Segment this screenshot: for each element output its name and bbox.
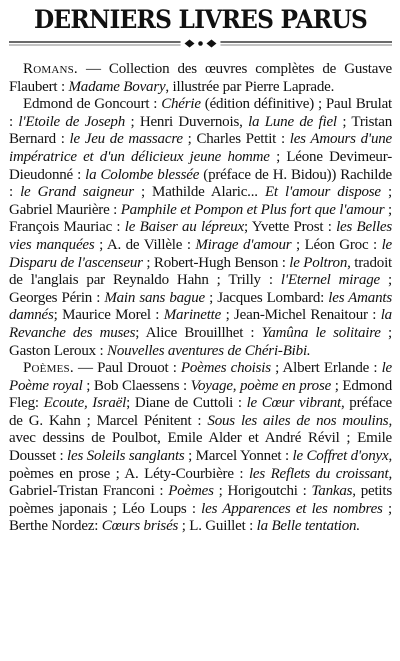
paragraph-romans-intro: Romans. — Collection des œuvres complètes de Gustave Flaubert : Madame Bovary, illustrée par Pierre Laprade.: [9, 61, 392, 95]
headline: DERNIERS LIVRES PARUS: [33, 5, 368, 34]
section-lead-poemes: Poèmes.: [23, 360, 74, 377]
section-lead-romans: Romans.: [23, 61, 78, 77]
ornament-divider: [9, 35, 392, 53]
paragraph-romans-list: Edmond de Goncourt : Chérie (édition définitive) ; Paul Brulat : l'Etoile de Joseph ; Henri Duvernois, la Lune de fiel ; Tristan Bernard : le Jeu de massacre ; Charles Pettit : les Amours d'une impératrice et d'un délicieux jeune homme ; Léone Devimeur-Dieudonné : la Colombe blessée (préface de H. Bidou)) Rachilde : le Grand saigneur ; Mathilde Alaric... Et l'amour dispose ; Gabriel Maurière : Pamphile et Pompon et Plus fort que l'amour ; François Mauriac : le Baiser au lépreux; Yvette Prost : les Belles vies manquées ; A. de Villèle : Mirage d'amour ; Léon Groc : le Disparu de l'ascenseur ; Robert-Hugh Benson : le Poltron, tradoit de l'anglais par Reynaldo Hahn ; Trilly : l'Eternel mirage ; Georges Périn : Main sans bague ; Jacques Lombard: les Amants damnés; Maurice Morel : Marinette ; Jean-Michel Renaitour : la Revanche des muses; Alice Brouillhet : Yamûna le solitaire ; Gaston Leroux : Nouvelles aventures de Chéri-Bibi.: [9, 96, 393, 359]
ornament-rule-icon: [9, 36, 392, 52]
paragraph-poemes: Poèmes. — Paul Drouot : Poèmes choisis ; Albert Erlande : le Poème royal ; Bob Claessens : Voyage, poème en prose ; Edmond Fleg: Ecoute, Israël; Diane de Cuttoli : le Cœur vibrant, préface de G. Kahn ; Marcel Pénitent : Sous les ailes de nos moulins, avec dessins de Poulbot, Emile Alder et André Révil ; Emile Dousset : les Soleils sanglants ; Marcel Yonnet : le Coffret d'onyx, poèmes en prose ; A. Léty-Courbière : les Reflets du croissant, Gabriel-Tristan Franconi : Poèmes ; Horigoutchi : Tankas, petits poèmes japonais ; Léo Loups : les Apparences et les nombres ; Berthe Nordez: Cœurs brisés ; L. Guillet : la Belle tentation.: [9, 360, 393, 535]
article-body: [9, 61, 392, 536]
